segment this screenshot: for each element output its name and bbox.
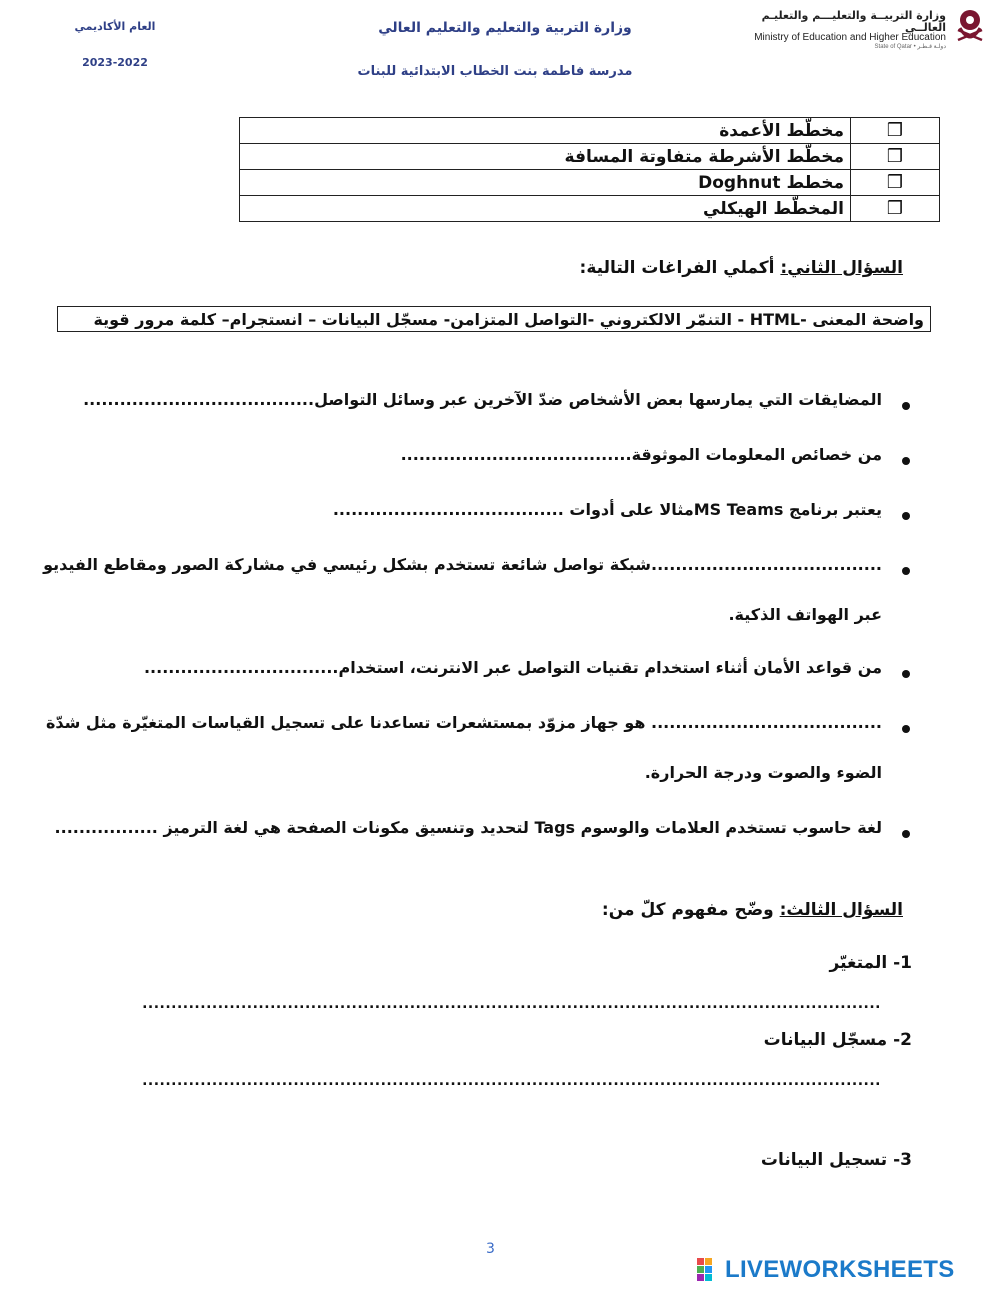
bullet-icon — [902, 402, 910, 410]
question3-title: السؤال الثالث: — [779, 900, 903, 920]
fill-blank-item[interactable]: ......................................شبكة تواصل شائعة تستخدم بشكل رئيسي في مشاركة الصور ومقاطع الفيديو — [43, 555, 882, 574]
word-bank: واضحة المعنى -HTML - التنمّر الالكتروني -التواصل المتزامن- مسجّل البيانات – انستجرام– كلمة مرور قوية — [57, 306, 931, 332]
definition-number: 1- — [893, 953, 912, 973]
academic-year-label: العام الأكاديمي — [74, 20, 156, 33]
checkbox-icon[interactable]: ❒ — [851, 144, 940, 170]
question2-instruction: أكملي الفراغات التالية: — [579, 258, 781, 278]
answer-line[interactable]: ............................................................................................................................... — [142, 1073, 881, 1089]
checkbox-icon[interactable]: ❒ — [851, 118, 940, 144]
option-row[interactable] — [240, 118, 940, 144]
option-row[interactable] — [240, 144, 940, 170]
option-row[interactable] — [240, 196, 940, 222]
bullet-icon — [902, 457, 910, 465]
fill-blank-item[interactable]: من قواعد الأمان أثناء استخدام تقنيات التواصل عبر الانترنت، استخدام................................ — [143, 658, 882, 677]
logo-english-text: Ministry of Education and Higher Education — [754, 32, 946, 44]
checkbox-icon[interactable]: ❒ — [851, 196, 940, 222]
bullet-icon — [902, 512, 910, 520]
definition-term: مسجّل البيانات — [763, 1030, 888, 1050]
definition-number: 3- — [893, 1150, 912, 1170]
ministry-logo — [738, 6, 988, 52]
academic-year-value: 2023-2022 — [82, 56, 148, 69]
page-number: 3 — [486, 1241, 495, 1257]
option-label: المخطّط الهيكلي — [240, 196, 851, 222]
definition-number: 2- — [893, 1030, 912, 1050]
option-label: مخطّط الأعمدة — [240, 118, 851, 144]
question2-heading — [580, 258, 903, 278]
definition-item — [830, 953, 913, 973]
question3-instruction: وضّح مفهوم كلّ من: — [601, 900, 780, 920]
definition-term: المتغيّر — [829, 953, 888, 973]
question3-heading — [602, 900, 903, 920]
liveworksheets-brand: LIVEWORKSHEETS — [725, 1256, 955, 1283]
bullet-icon — [902, 567, 910, 575]
fill-blank-item[interactable]: المضايقات التي يمارسها بعض الأشخاص ضدّ الآخرين عبر وسائل التواصل...................................... — [83, 390, 882, 409]
options-table — [239, 117, 940, 222]
logo-arabic-text: وزارة التربيــة والتعليـــم والتعليـم العالــي — [761, 9, 946, 34]
fill-blank-item[interactable]: لغة حاسوب تستخدم العلامات والوسوم Tags لتحديد وتنسيق مكونات الصفحة هي لغة الترميز ................. — [54, 818, 882, 837]
option-label: مخطّط الأشرطة متفاوتة المسافة — [240, 144, 851, 170]
fill-blank-item[interactable]: ...................................... هو جهاز مزوّد بمستشعرات تساعدنا على تسجيل القياسات المتغيّرة مثل شدّة — [45, 713, 882, 732]
fill-blank-continuation: عبر الهواتف الذكية. — [728, 605, 882, 624]
liveworksheets-blocks-icon — [697, 1258, 721, 1282]
option-label: مخطط Doghnut — [240, 170, 851, 196]
bullet-icon — [902, 670, 910, 678]
qatar-emblem-icon — [952, 6, 988, 50]
question2-title: السؤال الثاني: — [780, 258, 903, 278]
liveworksheets-logo[interactable] — [697, 1256, 993, 1284]
checkbox-icon[interactable]: ❒ — [851, 170, 940, 196]
bullet-icon — [902, 830, 910, 838]
logo-subtitle: State of Qatar • دولـة قـطـر — [874, 43, 946, 50]
bullet-icon — [902, 725, 910, 733]
fill-blank-continuation: الضوء والصوت ودرجة الحرارة. — [644, 763, 882, 782]
definition-item — [764, 1030, 912, 1050]
fill-blank-item[interactable]: يعتبر برنامج MS Teamsمثالا على أدوات ...................................... — [332, 500, 882, 519]
fill-blank-item[interactable]: من خصائص المعلومات الموثوقة...................................... — [400, 445, 882, 464]
definition-term: تسجيل البيانات — [760, 1150, 888, 1170]
answer-line[interactable]: ............................................................................................................................... — [142, 996, 881, 1012]
definition-item — [761, 1150, 912, 1170]
ministry-title: وزارة التربية والتعليم والتعليم العالي — [378, 20, 632, 36]
school-title: مدرسة فاطمة بنت الخطاب الابتدائية للبنات — [357, 64, 633, 79]
option-row[interactable] — [240, 170, 940, 196]
